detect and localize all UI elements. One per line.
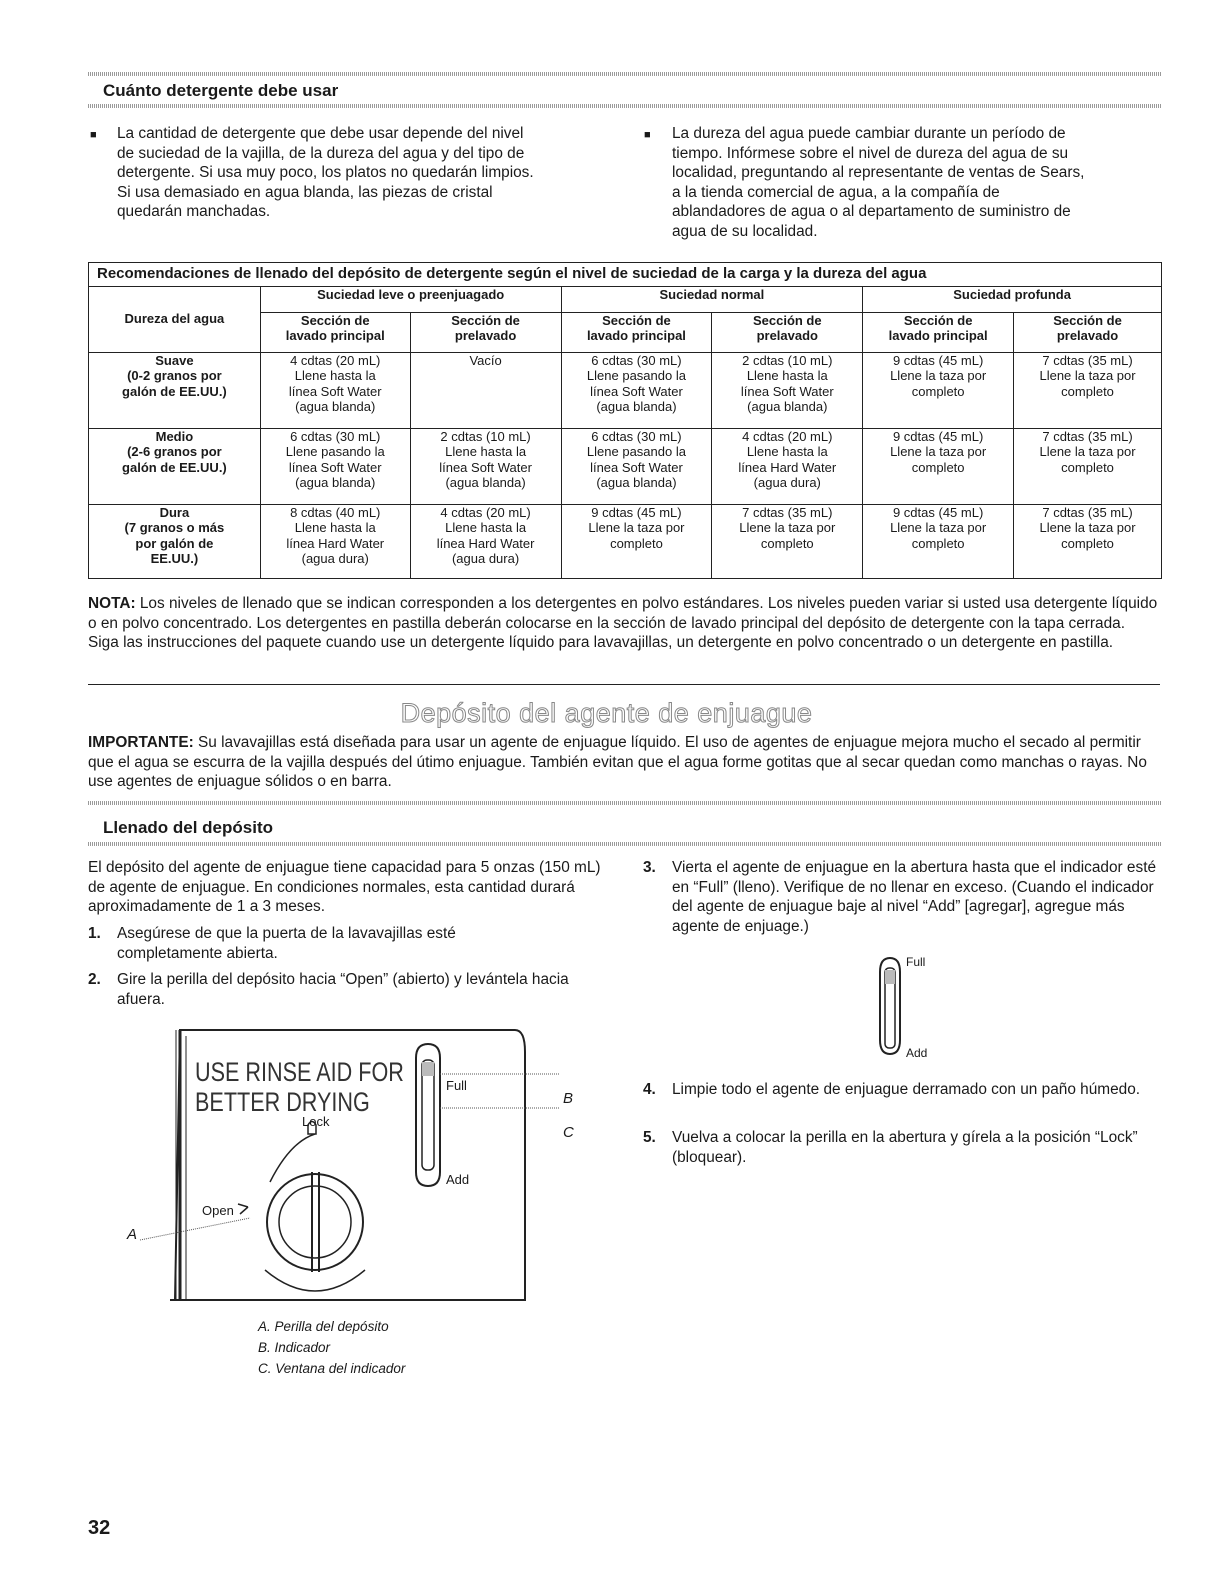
step-text: Gire la perilla del depósito hacia “Open” (abierto) y levántela hacia afuera. [117,971,569,1008]
group-header-normal: Suciedad normal [561,286,863,312]
table-cell: 6 cdtas (30 mL) Llene pasando la línea Soft Water (agua blanda) [561,352,712,428]
table-cell: 8 cdtas (40 mL) Llene hasta la línea Hard Water (agua dura) [260,504,410,578]
figure-add-label: Add [446,1172,470,1187]
note-label: NOTA: [88,595,136,612]
bullet-paragraph-1: La cantidad de detergente que debe usar depende del nivel de suciedad de la vajilla, de la dureza del agua y del tipo de detergente. Si usa muy poco, los platos no quedarán limpios. Si usa demasiado en agua blanda, las piezas de cristal quedarán manchadas. [117,125,534,220]
figure-caption-a: A. Perilla del depósito [258,1319,389,1334]
important-label: IMPORTANTE: [88,734,194,751]
step-number: 1. [88,925,101,942]
table-cell: 4 cdtas (20 mL) Llene hasta la línea Soft Water (agua blanda) [260,352,410,428]
bullet-icon: ■ [644,129,651,141]
sub-heading: Llenado del depósito [103,818,274,837]
intro-paragraph: El depósito del agente de enjuague tiene capacidad para 5 onzas (150 mL) de agente de enjuague. En condiciones normales, esta cantidad durará aproximadamente de 1 a 3 meses. [88,859,601,915]
table-cell: 2 cdtas (10 mL) Llene hasta la línea Soft Water (agua blanda) [712,352,863,428]
step-text: Vierta el agente de enjuague en la abertura hasta que el indicador esté en “Full” (lleno). Verifique de no llenar en exceso. (Cuando el indicador del agente de enjuague baje al nivel “Add” [agregar], agregue más agente de enjuage.) [672,859,1157,935]
group-header-profunda: Suciedad profunda [863,286,1162,312]
note-text: Los niveles de llenado que se indican corresponden a los detergentes en polvo estándares. Los niveles pueden variar si usted usa detergente líquido o en polvo concentrado. Los detergentes en pastilla deberán colocarse en la sección de lavado principal del depósito de detergente con la tapa cerrada. Siga las instrucciones del paquete cuando use un detergente líquido para lavavajillas, un detergente en polvo concentrado o un detergente en pastilla. [88,595,1158,651]
table-cell: 7 cdtas (35 mL) Llene la taza por completo [712,504,863,578]
table-cell: 9 cdtas (45 mL) Llene la taza por completo [863,428,1014,504]
sub-header-prelavado: Sección de prelavado [712,312,863,352]
row-label: Dura (7 granos o más por galón de EE.UU.) [89,504,261,578]
figure-caption-b: B. Indicador [258,1340,331,1355]
table-cell: 4 cdtas (20 mL) Llene hasta la línea Hard Water (agua dura) [712,428,863,504]
table-row [89,352,1162,428]
bullet-icon: ■ [90,129,97,141]
figure-caption-c: C. Ventana del indicador [258,1361,406,1376]
row-label: Medio (2-6 granos por galón de EE.UU.) [89,428,261,504]
page-number: 32 [88,1517,111,1539]
sub-header-principal: Sección de lavado principal [260,312,410,352]
table-cell: 4 cdtas (20 mL) Llene hasta la línea Hard Water (agua dura) [410,504,561,578]
table-title: Recomendaciones de llenado del depósito de detergente según el nivel de suciedad de la carga y la dureza del agua [89,263,1162,287]
step-text: Vuelva a colocar la perilla en la abertura y gírela a la posición “Lock” (bloquear). [672,1129,1138,1166]
table-cell: 7 cdtas (35 mL) Llene la taza por completo [1014,428,1162,504]
sub-header-prelavado: Sección de prelavado [410,312,561,352]
panel-text: USE RINSE AID FOR BETTER DRYING [195,1057,404,1117]
step-number: 5. [643,1129,656,1146]
open-label: Open [202,1203,234,1218]
top-divider [88,72,1161,76]
table-cell: 6 cdtas (30 mL) Llene pasando la línea Soft Water (agua blanda) [561,428,712,504]
step-number: 2. [88,971,101,988]
table-cell: 2 cdtas (10 mL) Llene hasta la línea Soft Water (agua blanda) [410,428,561,504]
bullet-paragraph-2: La dureza del agua puede cambiar durante un período de tiempo. Infórmese sobre el nivel de dureza del agua de su localidad, preguntando al representante de ventas de Sears, a la tienda comercial de agua, a la compañía de ablandadores de agua o al departamento de suministro de agua de su localidad. [672,125,1085,240]
step-text: Asegúrese de que la puerta de la lavavajillas esté completamente abierta. [117,925,456,962]
add-label: Add [906,1046,928,1060]
heading-divider [88,842,1161,846]
table-row [89,428,1162,504]
table-cell: 7 cdtas (35 mL) Llene la taza por completo [1014,352,1162,428]
table-cell: 9 cdtas (45 mL) Llene la taza por completo [863,504,1014,578]
note-paragraph [88,594,1160,653]
callout-c: C [563,1124,574,1141]
full-label: Full [906,955,926,969]
group-header-leve: Suciedad leve o preenjuagado [260,286,561,312]
callout-a: A [127,1226,138,1243]
step-number: 3. [643,859,656,876]
table-cell: 6 cdtas (30 mL) Llene pasando la línea Soft Water (agua blanda) [260,428,410,504]
table-cell: 9 cdtas (45 mL) Llene la taza por completo [863,352,1014,428]
sub-header-principal: Sección de lavado principal [863,312,1014,352]
callout-b: B [563,1090,574,1107]
figure-full-label: Full [446,1078,467,1093]
table-row [89,504,1162,578]
important-text: Su lavavajillas está diseñada para usar un agente de enjuague líquido. El uso de agentes de enjuague mejora mucho el secado al permitir que el agua se escurra de la vajilla después del útimo enjuague. También evitan que el agua forme gotitas que al secar quedan como manchas o rayas. No use agentes de enjuague sólidos o en barra. [88,734,1147,790]
step-text: Limpie todo el agente de enjuague derramado con un paño húmedo. [672,1081,1141,1098]
page-title: Depósito del agente de enjuague [400,698,813,728]
lock-label: Lock [302,1114,330,1129]
section-heading: Cuánto detergente debe usar [103,81,339,100]
step-number: 4. [643,1081,656,1098]
sub-header-principal: Sección de lavado principal [561,312,712,352]
table-cell: 9 cdtas (45 mL) Llene la taza por completo [561,504,712,578]
important-paragraph [88,733,1162,792]
table-cell: Vacío [410,352,561,428]
detergent-recommendation-table [88,262,1162,579]
sub-header-prelavado: Sección de prelavado [1014,312,1162,352]
row-label: Suave (0-2 granos por galón de EE.UU.) [89,352,261,428]
col-header-dureza: Dureza del agua [89,286,261,352]
table-cell: 7 cdtas (35 mL) Llene la taza por completo [1014,504,1162,578]
heading-divider [88,801,1161,805]
section-divider [88,684,1160,685]
heading-divider [88,104,1161,108]
